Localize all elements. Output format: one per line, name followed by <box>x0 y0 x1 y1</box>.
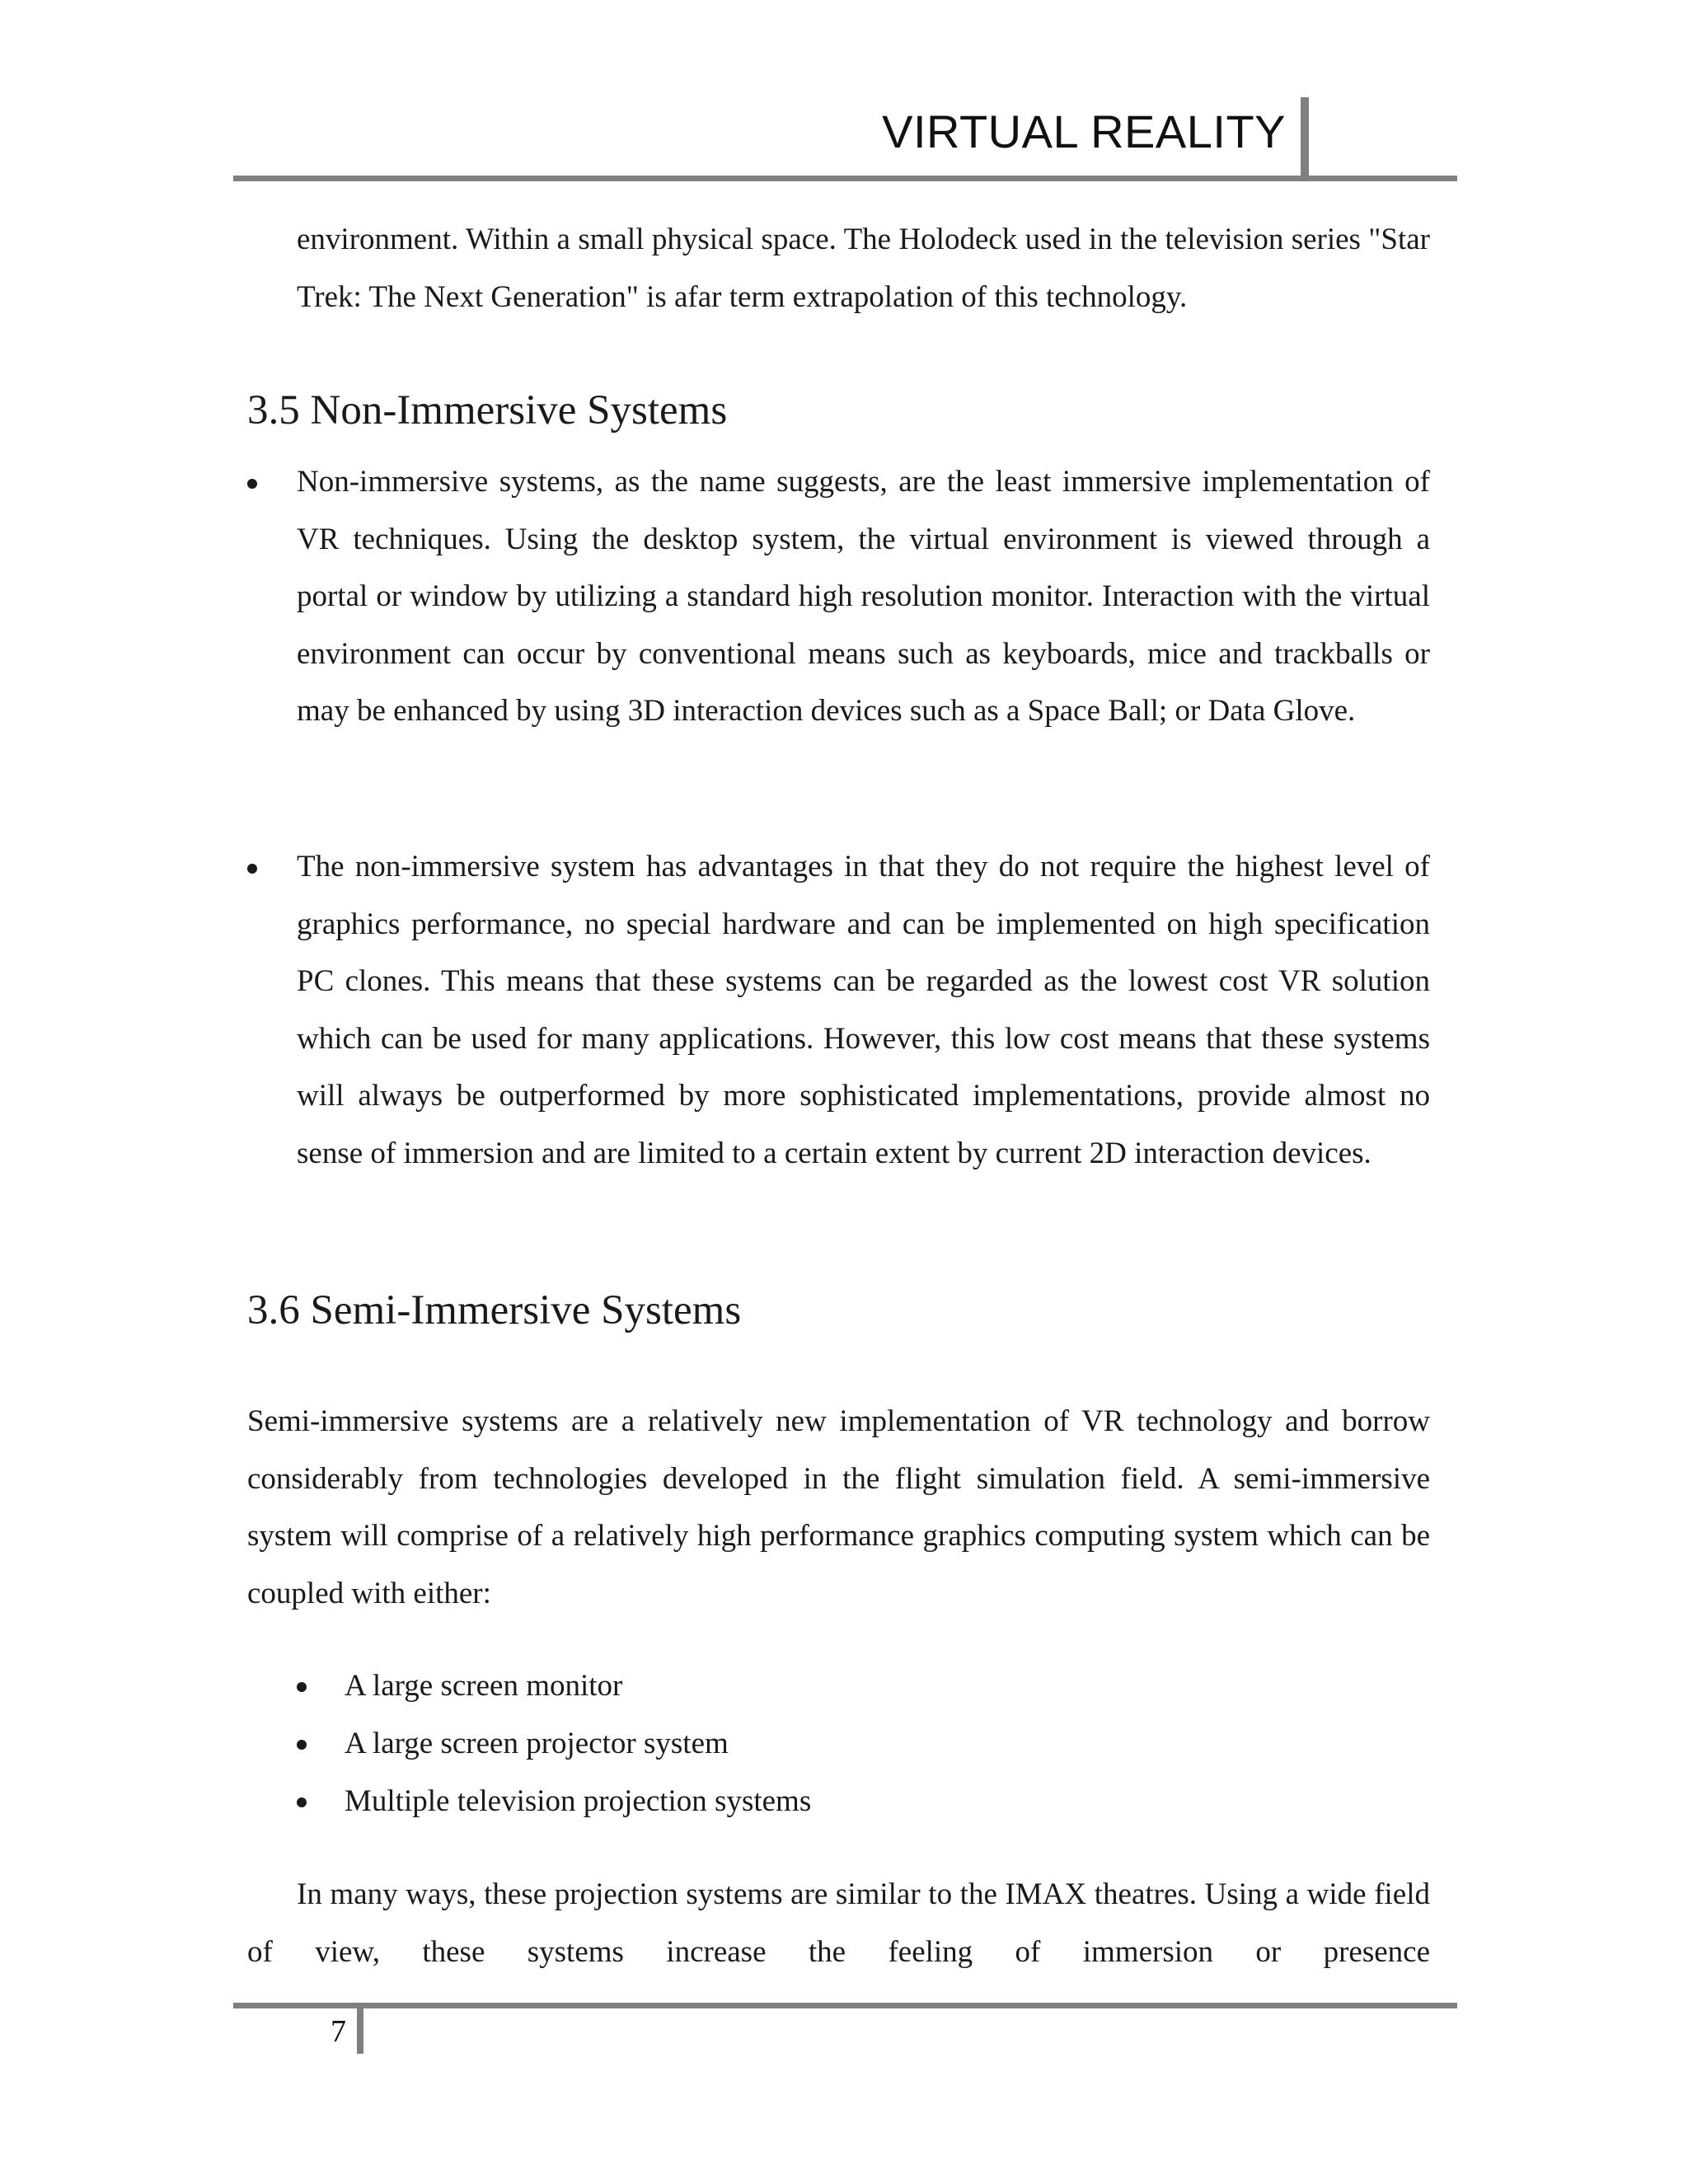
bullet-icon <box>247 479 257 489</box>
bullet-icon <box>297 1740 307 1750</box>
bullet-icon <box>297 1682 307 1692</box>
list-item-text: Multiple television projection systems <box>345 1784 812 1818</box>
list-item-text: A large screen projector system <box>345 1727 729 1760</box>
section-3-5-heading: 3.5 Non-Immersive Systems <box>247 387 728 434</box>
bullet-icon <box>247 864 257 874</box>
section-3-5-bullet-1: Non-immersive systems, as the name suggests, are the least immersive implementation of VR techniques. Using the desktop system, the virtual environment is viewed through a portal or window by utilizing a standard high resolution monitor. Interaction with the virtual environment can occur by conventional means such as keyboards, mice and trackballs or may be enhanced by using 3D interaction devices such as a Space Ball; or Data Glove. <box>297 465 1430 728</box>
header-vertical-bar <box>1301 97 1309 180</box>
section-3-6-intro-paragraph: Semi-immersive systems are a relatively new implementation of VR technology and borrow considerably from technologies developed in the flight simulation field. A semi-immersive system will comprise of a relatively high performance graphics computing system which can be coupled with either: <box>247 1404 1430 1610</box>
intro-continuation-paragraph: environment. Within a small physical space. The Holodeck used in the television series "Star Trek: The Next Generation" is afar term extrapolation of this technology. <box>297 223 1430 314</box>
footer-vertical-bar <box>357 2004 363 2054</box>
page-number: 7 <box>331 2014 346 2049</box>
bullet-icon <box>297 1797 307 1807</box>
section-3-6-heading: 3.6 Semi-Immersive Systems <box>247 1287 742 1333</box>
header-rule <box>233 176 1457 181</box>
footer-rule <box>233 2003 1457 2008</box>
list-item-text: A large screen monitor <box>345 1669 623 1703</box>
running-header-title: VIRTUAL REALITY <box>882 105 1286 157</box>
section-3-6-closing-paragraph: In many ways, these projection systems are similar to the IMAX theatres. Using a wide field of view, these systems increase the feeling of immersion or presence <box>247 1877 1430 1969</box>
section-3-5-bullet-2: The non-immersive system has advantages in that they do not require the highest level of graphics performance, no special hardware and can be implemented on high specification PC clones. This means that these systems can be regarded as the lowest cost VR solution which can be used for many applications. However, this low cost means that these systems will always be outperformed by more sophisticated implementations, provide almost no sense of immersion and are limited to a certain extent by current 2D interaction devices. <box>297 850 1430 1170</box>
